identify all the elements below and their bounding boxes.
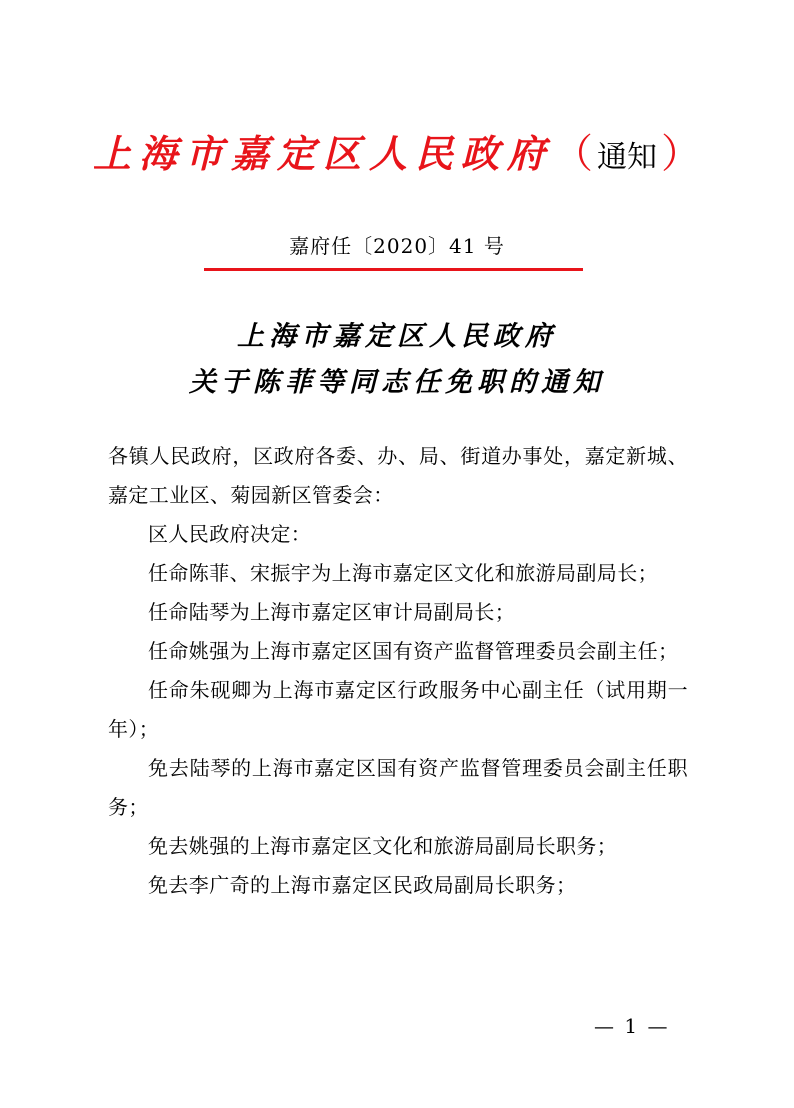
paragraph-appointment: 任命陈菲、宋振宇为上海市嘉定区文化和旅游局副局长； — [148, 561, 658, 585]
paragraph-decision: 区人民政府决定： — [148, 522, 312, 546]
document-body — [108, 437, 688, 905]
document-title-line-2: 关于陈菲等同志任免职的通知 — [189, 367, 605, 398]
document-header — [0, 122, 794, 179]
paragraph-removal: 免去姚强的上海市嘉定区文化和旅游局副局长职务； — [148, 834, 618, 858]
paragraph-removal: 免去陆琴的上海市嘉定区国有资产监督管理委员会副主任职务； — [108, 756, 688, 819]
close-paren: ） — [661, 131, 701, 177]
document-title-line-1: 上海市嘉定区人民政府 — [237, 321, 557, 352]
paragraph-appointment: 任命朱砚卿为上海市嘉定区行政服务中心副主任（试用期一年）； — [108, 678, 688, 741]
paragraph-removal: 免去李广奇的上海市嘉定区民政局副局长职务； — [148, 873, 577, 897]
page-number: — 1 — — [594, 1014, 670, 1038]
red-separator-line — [204, 268, 583, 271]
document-number: 嘉府任〔2020〕41 号 — [289, 234, 505, 258]
issuing-authority-name: 上海市嘉定区人民政府 — [92, 131, 553, 176]
paragraph-appointment: 任命陆琴为上海市嘉定区审计局副局长； — [148, 600, 516, 624]
open-paren: （ — [553, 131, 593, 177]
document-type: 通知 — [597, 140, 657, 175]
addressee: 各镇人民政府，区政府各委、办、局、街道办事处，嘉定新城、嘉定工业区、菊园新区管委会： — [108, 444, 688, 507]
paragraph-appointment: 任命姚强为上海市嘉定区国有资产监督管理委员会副主任； — [148, 639, 679, 663]
